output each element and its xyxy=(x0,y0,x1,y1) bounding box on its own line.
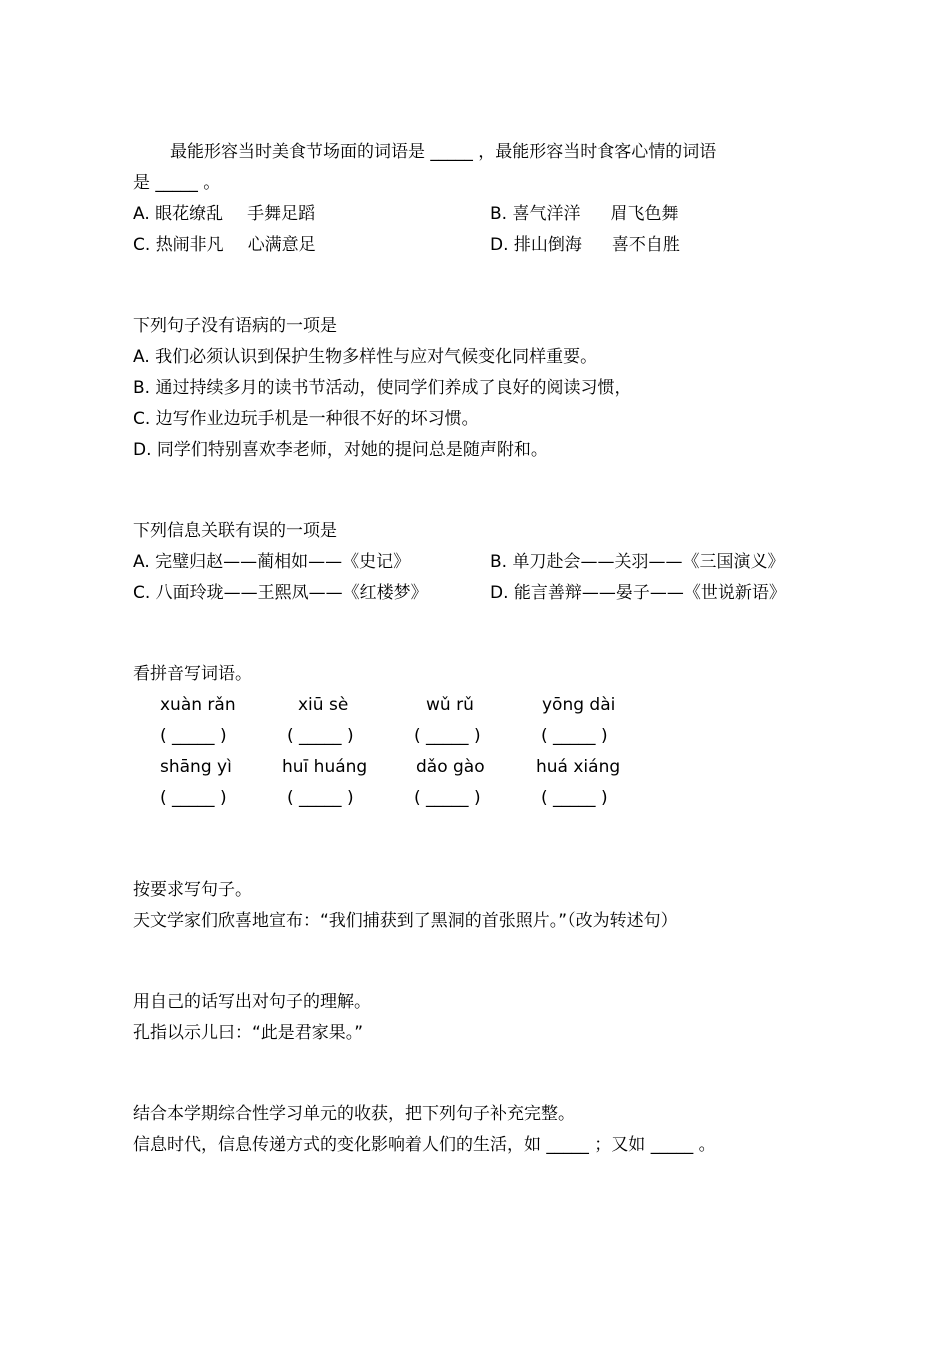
q5-stem: 按要求写句子。 xyxy=(133,880,252,900)
option-word: 眉飞色舞 xyxy=(610,204,679,224)
answer-blank[interactable]: ( _____ ) xyxy=(414,726,481,746)
q1-stem-line1: 最能形容当时美食节场面的词语是 _____ ，最能形容当时食客心情的词语 xyxy=(170,142,717,162)
option-letter: C. xyxy=(133,235,151,255)
q1-option-c xyxy=(133,234,316,256)
q6-sentence: 孔指以示儿曰：“此是君家果。” xyxy=(133,1023,364,1043)
q1-option-a xyxy=(133,203,315,225)
q5-sentence: 天文学家们欣喜地宣布：“我们捕获到了黑洞的首张照片。”（改为转述句） xyxy=(133,911,678,931)
pinyin-3: wǔ rǔ xyxy=(426,695,474,715)
option-word: 排山倒海 xyxy=(513,235,582,255)
q7-sentence: 信息时代，信息传递方式的变化影响着人们的生活，如 _____ ；又如 _____ 。 xyxy=(133,1135,716,1155)
option-word: 手舞足蹈 xyxy=(247,204,316,224)
option-word: 心满意足 xyxy=(247,235,316,255)
pinyin-5: shāng yì xyxy=(160,757,232,777)
q1-option-b xyxy=(490,203,678,225)
option-word: 喜气洋洋 xyxy=(512,204,581,224)
option-letter: A. xyxy=(133,204,150,224)
answer-blank[interactable]: ( _____ ) xyxy=(287,788,354,808)
q2-option-c: C. 边写作业边玩手机是一种很不好的坏习惯。 xyxy=(133,409,479,429)
q2-option-d: D. 同学们特别喜欢李老师，对她的提问总是随声附和。 xyxy=(133,440,548,460)
q3-stem: 下列信息关联有误的一项是 xyxy=(133,521,337,541)
answer-blank[interactable]: ( _____ ) xyxy=(414,788,481,808)
answer-blank[interactable]: ( _____ ) xyxy=(541,788,608,808)
option-word: 眼花缭乱 xyxy=(155,204,224,224)
q6-stem: 用自己的话写出对句子的理解。 xyxy=(133,992,371,1012)
q2-option-b: B. 通过持续多月的读书节活动，使同学们养成了良好的阅读习惯， xyxy=(133,378,632,398)
q1-stem-line2: 是 _____ 。 xyxy=(133,173,221,193)
q3-option-d: D. 能言善辩——晏子——《世说新语》 xyxy=(490,583,786,603)
pinyin-1: xuàn rǎn xyxy=(160,695,236,715)
option-word: 热闹非凡 xyxy=(155,235,224,255)
option-word: 喜不自胜 xyxy=(611,235,680,255)
q7-stem: 结合本学期综合性学习单元的收获，把下列句子补充完整。 xyxy=(133,1104,575,1124)
option-letter: B. xyxy=(490,204,508,224)
answer-blank[interactable]: ( _____ ) xyxy=(541,726,608,746)
pinyin-4: yōng dài xyxy=(542,695,616,715)
q4-stem: 看拼音写词语。 xyxy=(133,664,252,684)
pinyin-8: huá xiáng xyxy=(536,757,621,777)
pinyin-7: dǎo gào xyxy=(416,757,485,777)
answer-blank[interactable]: ( _____ ) xyxy=(160,726,227,746)
q2-option-a: A. 我们必须认识到保护生物多样性与应对气候变化同样重要。 xyxy=(133,347,598,367)
pinyin-2: xiū sè xyxy=(298,695,349,715)
option-letter: D. xyxy=(490,235,509,255)
q3-option-a: A. 完璧归赵——蔺相如——《史记》 xyxy=(133,552,411,572)
answer-blank[interactable]: ( _____ ) xyxy=(287,726,354,746)
pinyin-6: huī huáng xyxy=(282,757,368,777)
q3-option-c: C. 八面玲珑——王熙凤——《红楼梦》 xyxy=(133,583,428,603)
answer-blank[interactable]: ( _____ ) xyxy=(160,788,227,808)
q2-stem: 下列句子没有语病的一项是 xyxy=(133,316,337,336)
q1-option-d xyxy=(490,234,680,256)
q3-option-b: B. 单刀赴会——关羽——《三国演义》 xyxy=(490,552,785,572)
